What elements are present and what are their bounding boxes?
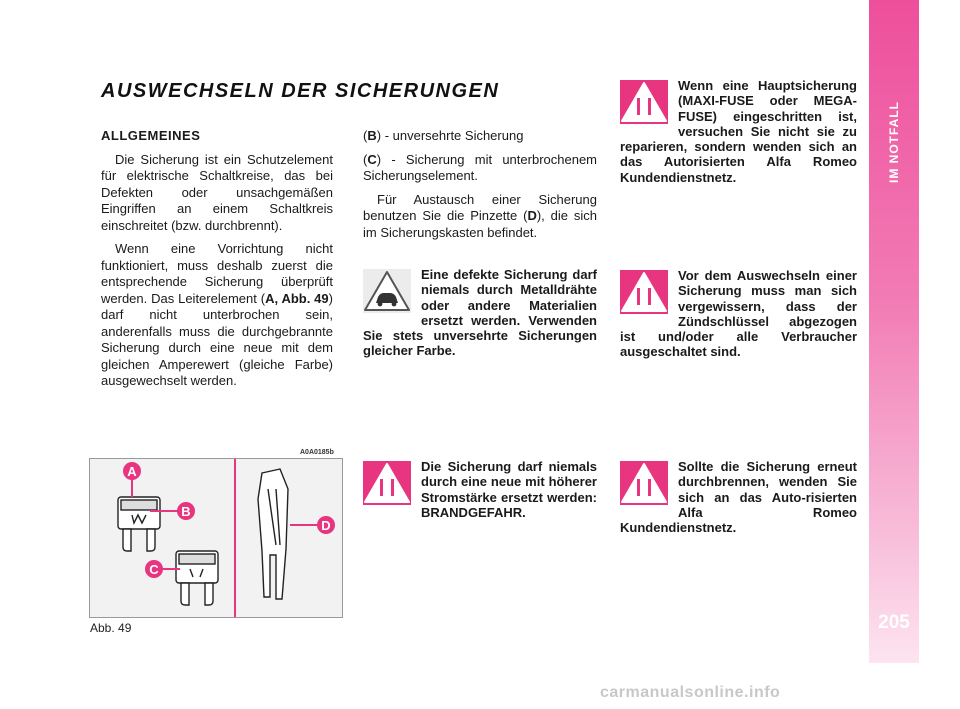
label-c: C	[149, 562, 159, 577]
page-number: 205	[878, 612, 910, 633]
car-caution-icon	[363, 269, 411, 313]
text-span: ) darf nicht unterbrochen sein, anderenfalls muss die durchgebrannte Sicherung durch eine neue mit dem gleichen Amperewert (gleiche Farbe) ausgewechselt werden.	[101, 290, 333, 388]
figure-caption: Abb. 49	[90, 621, 132, 635]
text-span: Wenn eine Vorrichtung nicht funktioniert, muss deshalb zuerst die entsprechende Sicherung überprüft werden. Das Leiterelement (	[101, 241, 333, 306]
legend-text: - Sicherung mit unterbrochenem Sicherungselement.	[363, 151, 597, 183]
legend-letter: D	[527, 208, 537, 223]
paragraph-fuse-check	[101, 241, 333, 390]
section-title-text: IM NOTFALL	[887, 101, 901, 183]
warning-text: Die Sicherung darf niemals durch eine neue mit höherer Stromstärke ersetzt werden: BRANDGEFAHR.	[421, 459, 597, 520]
paragraph-fuse-definition: Die Sicherung ist ein Schutzelement für elektrische Schaltkreise, das bei Defekten oder unsachgemäßen Eingriffen an einem Schaltkreis einschreitet (bzw. durchbrennt).	[101, 151, 333, 233]
warning-text: Vor dem Auswechseln einer Sicherung muss man sich vergewissern, dass der Zündschlüssel abgezogen ist und/oder alle Verbraucher ausgeschaltet sind.	[620, 268, 857, 360]
footer-watermark: carmanualsonline.info	[600, 684, 781, 701]
warning-icon	[620, 270, 668, 314]
warning-icon	[363, 461, 411, 505]
text-span: ), die sich im Sicherungskasten befindet.	[363, 208, 597, 240]
legend-item-b: (B) - unversehrte Sicherung	[363, 128, 524, 143]
warning-note	[620, 268, 857, 360]
section-title	[869, 82, 919, 202]
legend-item-c: (C) - Sicherung mit unterbrochenem Sicherungselement.	[363, 151, 597, 183]
warning-note	[363, 459, 597, 520]
warning-text: Wenn eine Hauptsicherung (MAXI-FUSE oder MEGA-FUSE) eingeschritten ist, versuchen Sie nicht sie zu reparieren, sondern wenden sich an das Autorisierten Alfa Romeo Kundendienstnetz.	[620, 78, 857, 185]
legend-text: - unversehrte Sicherung	[381, 128, 524, 143]
general-section	[101, 128, 333, 397]
warning-icon	[620, 80, 668, 124]
warning-note	[620, 78, 857, 185]
fuse-figure	[89, 458, 343, 618]
caution-text: Eine defekte Sicherung darf niemals durch Metalldrähte oder andere Materialien ersetzt werden. Verwenden Sie stets unversehrte Sicherungen gleicher Farbe.	[363, 267, 597, 359]
warning-note	[620, 459, 857, 535]
legend-letter: C	[367, 151, 377, 167]
legend-section	[363, 128, 597, 248]
section-heading: ALLGEMEINES	[101, 128, 201, 143]
fuse-illustration	[90, 459, 342, 617]
legend-letter: B	[367, 128, 377, 143]
figure-reference: A, Abb. 49	[265, 290, 329, 306]
legend-item-d	[363, 192, 597, 242]
warning-icon	[620, 461, 668, 505]
label-a: A	[127, 464, 137, 479]
text-span: Für Austausch einer Sicherung benutzen Sie die Pinzette (	[363, 191, 597, 223]
label-d: D	[321, 518, 331, 533]
page-title: AUSWECHSELN DER SICHERUNGEN	[101, 80, 500, 102]
warning-text: Sollte die Sicherung erneut durchbrennen, wenden Sie sich an das Auto-risierten Alfa Romeo Kundendienstnetz.	[620, 459, 857, 536]
figure-code: A0A0185b	[300, 449, 334, 456]
label-b: B	[181, 504, 191, 519]
caution-note	[363, 267, 597, 359]
